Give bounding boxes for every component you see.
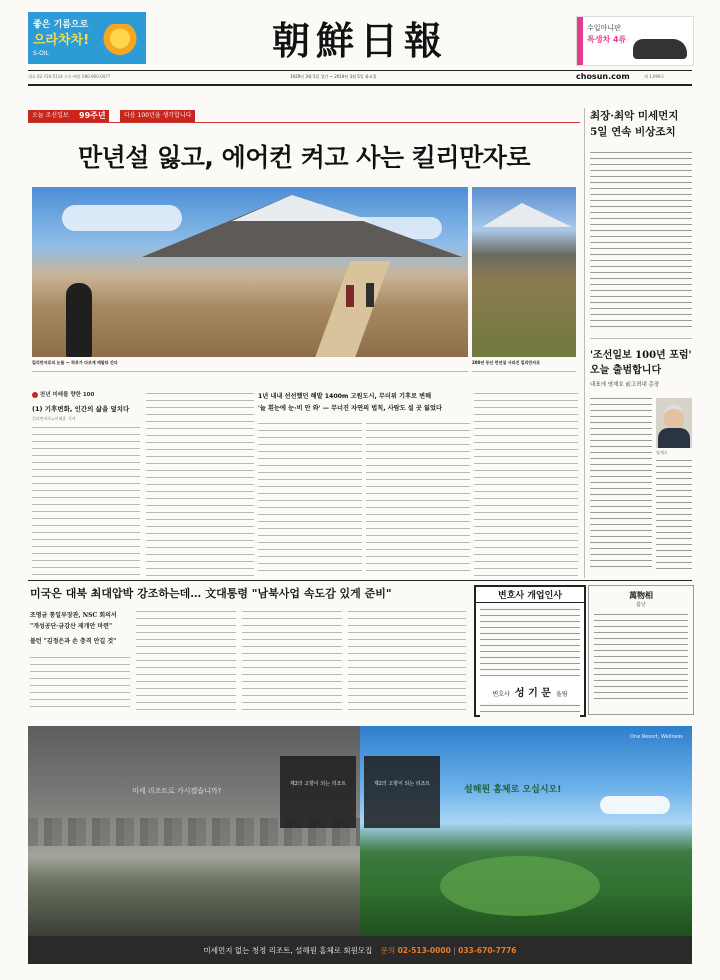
ad-right-text: 설해원 홈체로 오십시오! xyxy=(464,785,562,795)
sidebar-headline-1[interactable]: 최장·최악 미세먼지 xyxy=(590,110,679,122)
ad-phone-2[interactable]: 033-670-7776 xyxy=(458,946,517,955)
masthead xyxy=(0,0,720,92)
hiker-figure xyxy=(66,283,92,357)
hero-col-heading: 1년 내내 선선했던 해발 1400m 고원도시, 무더위 기후로 변해 xyxy=(258,393,432,400)
masthead-left-info: 대표 02-724-5114 구독·배달 080-900-0077 xyxy=(28,74,111,79)
second-body-col-3 xyxy=(242,608,342,712)
forum-portrait-photo[interactable] xyxy=(656,398,692,448)
ad-mid-card-left xyxy=(280,756,356,828)
sidebar-divider xyxy=(590,338,692,339)
second-body-col-2 xyxy=(136,608,236,712)
column-divider xyxy=(584,108,585,578)
forum-text-right xyxy=(656,458,692,572)
forum-title-1[interactable]: '조선일보 100년 포럼' xyxy=(590,350,692,361)
ad-cloud-shape xyxy=(600,796,670,814)
caption-side xyxy=(472,360,576,378)
ad-brand: One Resort, Wellness xyxy=(630,734,683,740)
masthead-right-ad[interactable] xyxy=(576,16,694,66)
masthead-title[interactable]: 朝鮮日報 xyxy=(271,18,448,63)
caption-main xyxy=(32,360,468,378)
hero-body-col-2 xyxy=(146,390,254,576)
second-body-col-4 xyxy=(348,608,466,712)
kicker-right: 다음 100년을 생각합니다 xyxy=(120,110,195,122)
caption-main-bold: 킬리만자로의 눈물 — 하루가 다르게 메말라 간다 xyxy=(32,360,118,365)
masthead-date: 1920년 3월 5일 창간 ~ 2019년 3월 5일 화요일 xyxy=(290,74,377,79)
column-text xyxy=(594,612,688,704)
column-label: 萬物相 xyxy=(629,590,653,600)
sidebar-headline-2[interactable]: 5일 연속 비상조치 xyxy=(590,126,676,138)
section-rule xyxy=(28,580,692,581)
column-sub: 봄날 xyxy=(636,602,646,608)
ad-footer-text: 미세먼지 없는 청정 리조트, 설해원 홈체로 회원모집 xyxy=(203,946,373,955)
lawyer-notice-box[interactable] xyxy=(474,585,586,717)
notice-text xyxy=(480,607,580,677)
left-ad-brand: S-OIL xyxy=(33,50,49,57)
notice-title: 변호사 개업인사 xyxy=(476,587,584,603)
sub-kicker-icon xyxy=(32,392,38,398)
notice-lawyer-label: 변호사 xyxy=(492,691,510,698)
ad-footer-bar xyxy=(28,936,692,964)
left-ad-line1: 좋은 기름으로 xyxy=(33,20,89,30)
ad-footer-label: 문의 xyxy=(380,946,396,955)
hero-headline[interactable]: 만년설 잃고, 에어컨 켜고 사는 킬리만자로 xyxy=(77,143,531,172)
ad-phone-separator: | xyxy=(453,946,456,955)
forum-title-2[interactable]: 오늘 출범합니다 xyxy=(590,365,662,376)
caption-text-lines xyxy=(472,368,576,376)
forum-photo-caption: 염재호 xyxy=(656,450,668,455)
sub-kicker-text: 천년 미래를 향한 100 xyxy=(39,392,95,398)
resort-ad[interactable] xyxy=(28,726,692,964)
hiker-figure xyxy=(346,285,354,307)
column-box[interactable] xyxy=(588,585,694,715)
right-ad-line1: 수입마니판 xyxy=(587,24,621,32)
second-body-col-1 xyxy=(30,654,130,712)
caption-side-bold: 200년 동안 만년설 사라진 킬리만자로 xyxy=(472,360,541,365)
hero-col-heading-2: '늘 흰눈에 눈·비 안 와' — 무너진 자연의 법칙, 사람도 설 곳 잃었다 xyxy=(258,405,442,412)
right-ad-bar xyxy=(577,17,583,65)
masthead-rule-bottom xyxy=(28,84,692,86)
second-sub-1: 조명균 통일부장관, NSC 회의서 xyxy=(30,612,117,619)
hero-body-col-5 xyxy=(474,390,578,576)
hero-subhead-block xyxy=(32,390,140,422)
second-headline[interactable]: 미국은 대북 최대압박 강조하는데… 文대통령 "남북사업 속도감 있게 준비" xyxy=(30,587,392,600)
right-ad-line2: 특생차 4류 xyxy=(587,35,627,44)
portrait-body xyxy=(658,428,690,448)
hiker-figure xyxy=(366,283,374,307)
ad-footer-row xyxy=(28,945,692,956)
second-sub-2: "개성공단·금강산 재개안 마련" xyxy=(30,623,113,630)
caption-text-lines xyxy=(32,368,468,376)
hero-photo-main[interactable] xyxy=(32,187,468,357)
snowcap-shape xyxy=(482,203,572,227)
trail-path xyxy=(314,261,390,357)
masthead-site[interactable]: chosun.com xyxy=(576,72,630,81)
ad-golf-fairway xyxy=(440,856,600,916)
hero-photo-side[interactable] xyxy=(472,187,576,357)
notice-suffix: 올림 xyxy=(555,691,568,698)
kicker-left: 오늘 조선일보 xyxy=(28,110,76,122)
hero-body-col-3 xyxy=(258,420,362,576)
snowcap-shape xyxy=(232,195,372,221)
notice-lawyer-name: 성 기 문 xyxy=(514,688,551,699)
hero-kicker xyxy=(28,110,580,123)
kicker-number: 99주년 xyxy=(76,110,109,122)
ad-mid-card-left-text: 제2의 고향이 되는 리조트 xyxy=(289,781,347,787)
notice-signature xyxy=(476,681,584,700)
hero-body-col-4 xyxy=(366,420,470,576)
ad-left-text: 미세 리조트로 가시겠습니까? xyxy=(132,787,222,795)
hero-body-col-1 xyxy=(32,424,140,576)
portrait-head xyxy=(664,404,684,431)
ad-mid-card-right xyxy=(364,756,440,828)
ad-mid-card-right-text: 제2의 고향이 되는 리조트 xyxy=(373,781,431,787)
notice-footer-text xyxy=(480,703,580,717)
sidebar-story-text xyxy=(590,150,692,330)
second-sub-3: 볼턴 "김정은과 손 충격 안길 것" xyxy=(30,638,117,645)
masthead-rule-top xyxy=(28,70,692,71)
sub-title[interactable]: (1) 기후변화, 인간의 삶을 덮치다 xyxy=(32,405,130,413)
forum-text-left xyxy=(590,396,652,572)
forum-subtitle: 대표에 염재호 前고려대 총장 xyxy=(590,382,660,388)
ad-phone-1[interactable]: 02-513-0000 xyxy=(397,946,451,955)
left-ad-line2: 으라차차! xyxy=(33,33,90,48)
masthead-issue: 제 1,999호 xyxy=(644,74,665,79)
right-ad-car-icon xyxy=(633,39,687,59)
sub-kicker xyxy=(32,390,140,398)
sub-byline: 킬리만자로=이태훈 기자 xyxy=(32,416,76,421)
